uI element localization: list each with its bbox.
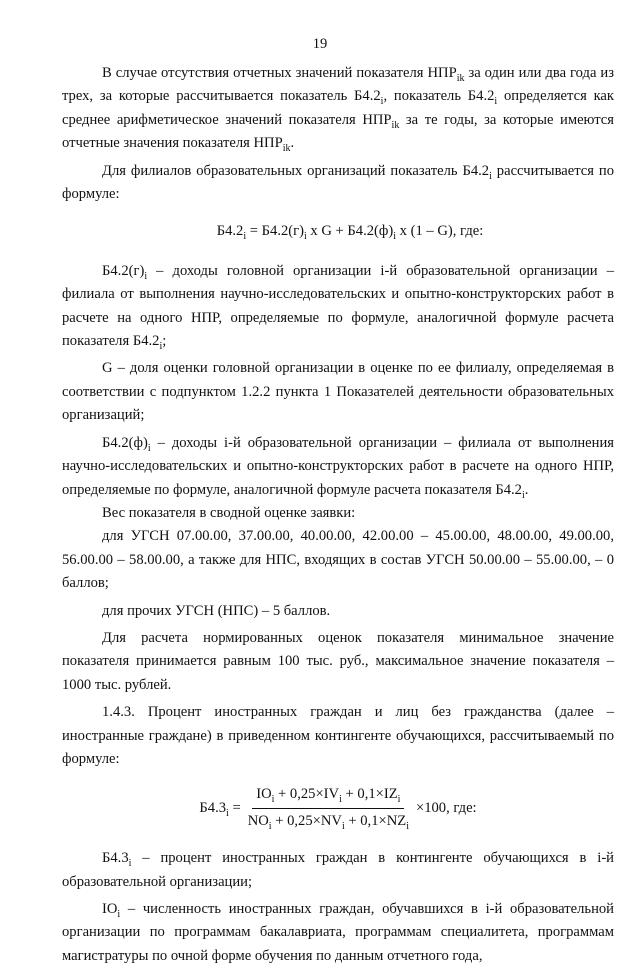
paragraph-9: Для расчета нормированных оценок показателя минимальное значение показателя принимается равным 100 тыс. руб., максимальное значение показателя – 1000 тыс. рублей. [62, 629, 614, 693]
formula-b43-left: $Б4.3_i$ = [199, 799, 241, 819]
paragraph-4: G – доля оценки головной организации в оценке по ее филиалу, определяемая в соответствии с подпунктом 1.2.2 пункта 1 Показателей деятельности образовательных организаций; [62, 360, 614, 424]
paragraph-5: $Б4.2(ф)_i$ – доходы i-й образовательной организации – филиала от выполнения научно-исследовательских и опытно-конструкторских работ в расчете на одного НПР, определяемые по формуле, аналогичной формуле расчета показателя $Б4.2_i$. [62, 434, 614, 501]
formula-b43-right: ×100, где: [415, 799, 477, 816]
paragraph-8: для прочих УГСН (НПС) – 5 баллов. [102, 602, 331, 619]
document-body [62, 62, 614, 968]
paragraph-7: для УГСН 07.00.00, 37.00.00, 40.00.00, 42.00.00 – 45.00.00, 48.00.00, 49.00.00, 56.00.00 – 58.00.00, а также для НПС, входящих в состав УГСН 50.00.00 – 55.00.00, – 0 баллов; [62, 528, 614, 592]
formula-b43-numerator: $IO_i + 0,25\times IV_i + 0,1\times IZ_i$ [252, 783, 404, 808]
page-number: 19 [312, 36, 328, 52]
paragraph-1: В случае отсутствия отчетных значений показателя $НПР_{ik}$ за один или два года из трех, за которые рассчитывается показатель $Б4.2_i$, показатель $Б4.2_i$ определяется как среднее арифметическое значений показателя $НПР_{ik}$ за те годы, за которые имеются отчетные значения показателя $НПР_{ik}$. [62, 65, 615, 155]
paragraph-6: Вес показателя в сводной оценке заявки: [102, 504, 356, 521]
paragraph-3: $Б4.2(г)_i$ – доходы головной организации i-й образовательной организации – филиала от выполнения научно-исследовательских и опытно-конструкторских работ в расчете на одного НПР, определяемые по формуле, аналогичной формуле расчета показателя $Б4.2_i$; [62, 262, 614, 352]
formula-b43 [62, 771, 614, 847]
paragraph-12: $IO_i$ – численность иностранных граждан, обучавшихся в i-й образовательной организации по программам бакалавриата, программам специалитета, программам магистратуры по очной форме обучения по данным отчетного года, [62, 901, 614, 964]
paragraph-10: 1.4.3. Процент иностранных граждан и лиц без гражданства (далее – иностранные граждане) в приведенном контингенте обучающихся, рассчитываемый по формуле: [62, 704, 614, 767]
formula-b42: $Б4.2_i = Б4.2(г)_i$ x $G + Б4.2(ф)_i$ x (1 – G), где: [216, 223, 484, 243]
paragraph-2: Для филиалов образовательных организаций показатель $Б4.2_i$ рассчитывается по формуле: [62, 162, 615, 203]
formula-b43-fraction [244, 783, 413, 833]
paragraph-11: $Б4.3_i$ – процент иностранных граждан в контингенте обучающихся в i-й образовательной организации; [62, 850, 614, 890]
formula-b43-denominator: $NO_i + 0,25\times NV_i + 0,1\times NZ_i$ [247, 812, 409, 832]
